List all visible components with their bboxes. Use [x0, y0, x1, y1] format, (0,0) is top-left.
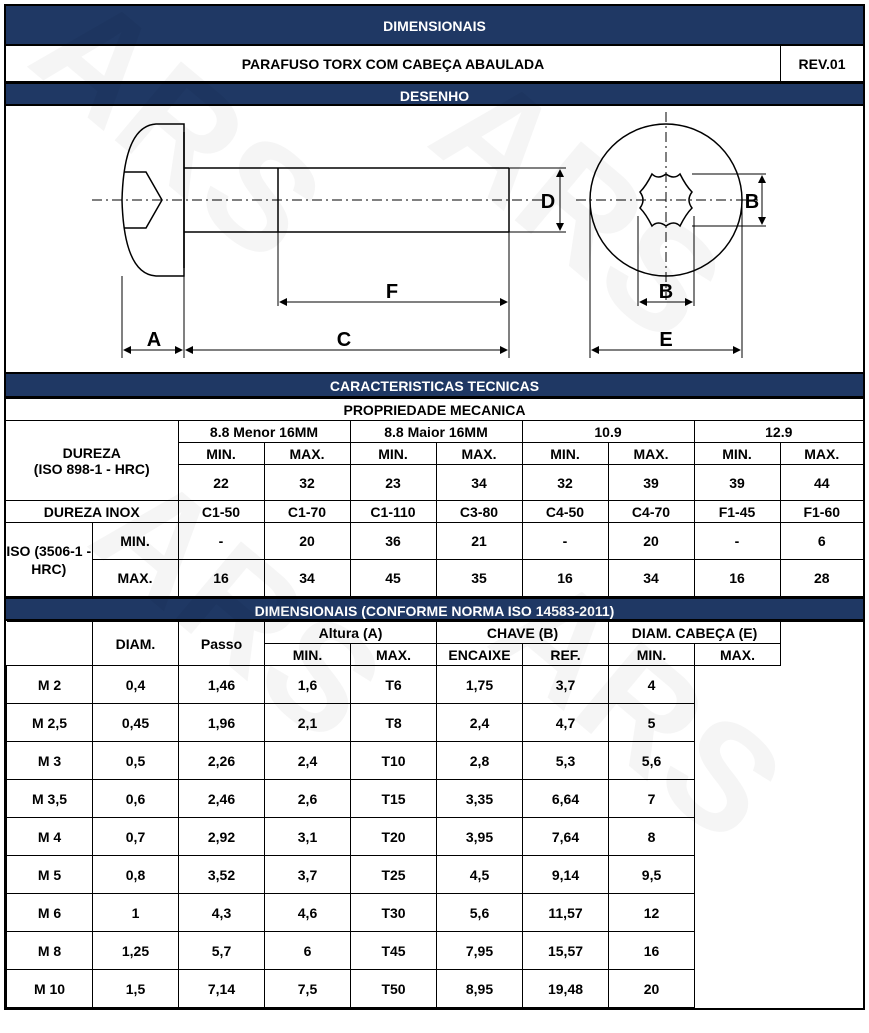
dims-cell: 1,25	[93, 932, 179, 970]
dims-cell: 2,1	[265, 704, 351, 742]
inox-max: 45	[350, 560, 436, 597]
dims-cell: 3,52	[179, 856, 265, 894]
col-altura-min: MIN.	[265, 644, 351, 666]
dims-cell: 4,7	[523, 704, 609, 742]
col-cabeca: DIAM. CABEÇA (E)	[609, 622, 781, 644]
dims-title: DIMENSIONAIS (CONFORME NORMA ISO 14583-2011)	[6, 597, 863, 621]
inox-class: C1-110	[350, 501, 436, 523]
dims-cell: M 2	[7, 666, 93, 704]
class-12-9: 12.9	[694, 421, 863, 443]
dims-cell: 7	[609, 780, 695, 818]
dim-label-b-side: B	[744, 191, 760, 213]
minmax-label: MIN.	[350, 443, 436, 465]
col-altura-max: MAX.	[351, 644, 437, 666]
col-cabeca-min: MIN.	[609, 644, 695, 666]
technical-drawing	[6, 106, 863, 374]
dims-cell: 7,5	[265, 970, 351, 1008]
dims-cell: 7,95	[437, 932, 523, 970]
inox-class: C4-50	[522, 501, 608, 523]
dims-spacer-left	[7, 622, 93, 666]
dims-cell: 8,95	[437, 970, 523, 1008]
dims-cell: M 8	[7, 932, 93, 970]
table-row	[7, 704, 864, 742]
dims-cell: 4,6	[265, 894, 351, 932]
mech-subtitle: PROPRIEDADE MECANICA	[6, 399, 863, 421]
inox-min: 6	[780, 523, 863, 560]
dimensions-table	[6, 621, 863, 1008]
col-encaixe: ENCAIXE	[437, 644, 523, 666]
inox-min: 36	[350, 523, 436, 560]
hardness-value: 34	[436, 465, 522, 501]
dims-cell: T25	[351, 856, 437, 894]
dims-cell: 2,8	[437, 742, 523, 780]
dims-cell: 1,75	[437, 666, 523, 704]
inox-class: F1-60	[780, 501, 863, 523]
dims-cell: 12	[609, 894, 695, 932]
minmax-label: MAX.	[608, 443, 694, 465]
dims-cell: M 3	[7, 742, 93, 780]
dims-cell: T50	[351, 970, 437, 1008]
hardness-value: 39	[608, 465, 694, 501]
hardness-value: 23	[350, 465, 436, 501]
minmax-label: MIN.	[694, 443, 780, 465]
inox-min: 20	[608, 523, 694, 560]
dims-cell: 3,95	[437, 818, 523, 856]
inox-class: C4-70	[608, 501, 694, 523]
dims-cell: 3,7	[265, 856, 351, 894]
inox-max: 28	[780, 560, 863, 597]
inox-max: 34	[264, 560, 350, 597]
inox-min: -	[522, 523, 608, 560]
dims-cell: 7,64	[523, 818, 609, 856]
dims-cell: 0,45	[93, 704, 179, 742]
class-8-8-large: 8.8 Maior 16MM	[350, 421, 522, 443]
dims-cell: 5,6	[609, 742, 695, 780]
inox-max-label: MAX.	[92, 560, 178, 597]
dims-cell: T45	[351, 932, 437, 970]
dims-cell: 3,35	[437, 780, 523, 818]
dims-cell: 3,7	[523, 666, 609, 704]
dims-cell: 5,7	[179, 932, 265, 970]
dims-cell: 2,26	[179, 742, 265, 780]
dim-label-d: D	[540, 191, 556, 213]
inox-class: C1-70	[264, 501, 350, 523]
dims-cell: T8	[351, 704, 437, 742]
dims-cell: 2,4	[437, 704, 523, 742]
dims-cell: 1,6	[265, 666, 351, 704]
minmax-label: MAX.	[436, 443, 522, 465]
dim-label-e: E	[659, 329, 673, 351]
dims-cell: 20	[609, 970, 695, 1008]
product-row	[6, 46, 863, 82]
dims-cell: 11,57	[523, 894, 609, 932]
table-row	[7, 666, 864, 704]
dims-cell: 7,14	[179, 970, 265, 1008]
dims-cell: T15	[351, 780, 437, 818]
dims-cell: 0,4	[93, 666, 179, 704]
table-row	[7, 894, 864, 932]
inox-max: 16	[178, 560, 264, 597]
dims-cell: 15,57	[523, 932, 609, 970]
dims-cell: 2,4	[265, 742, 351, 780]
revision: REV.01	[781, 46, 864, 82]
dims-cell: 4,5	[437, 856, 523, 894]
table-row	[7, 742, 864, 780]
dims-cell: 2,6	[265, 780, 351, 818]
dims-cell: T10	[351, 742, 437, 780]
dims-cell: 5,3	[523, 742, 609, 780]
dims-cell: 5	[609, 704, 695, 742]
minmax-label: MIN.	[178, 443, 264, 465]
dims-cell: T30	[351, 894, 437, 932]
dims-cell: 0,6	[93, 780, 179, 818]
minmax-label: MAX.	[264, 443, 350, 465]
product-name: PARAFUSO TORX COM CABEÇA ABAULADA	[6, 46, 781, 82]
dims-cell: 4,3	[179, 894, 265, 932]
dim-label-a: A	[146, 329, 162, 351]
table-row	[7, 970, 864, 1008]
dims-cell: M 10	[7, 970, 93, 1008]
dims-cell: M 6	[7, 894, 93, 932]
inox-min: -	[178, 523, 264, 560]
dims-cell: 9,5	[609, 856, 695, 894]
inox-class: C1-50	[178, 501, 264, 523]
class-8-8-small: 8.8 Menor 16MM	[178, 421, 350, 443]
table-row	[7, 932, 864, 970]
table-row	[7, 780, 864, 818]
col-cabeca-max: MAX.	[695, 644, 781, 666]
dims-cell: 9,14	[523, 856, 609, 894]
dims-cell: 1,5	[93, 970, 179, 1008]
dims-cell: T20	[351, 818, 437, 856]
dims-cell: T6	[351, 666, 437, 704]
dims-cell: 0,8	[93, 856, 179, 894]
minmax-label: MIN.	[522, 443, 608, 465]
mechanical-properties-table	[6, 398, 863, 597]
inox-max: 35	[436, 560, 522, 597]
col-passo: Passo	[179, 622, 265, 666]
inox-class: C3-80	[436, 501, 522, 523]
dims-cell: 1	[93, 894, 179, 932]
dims-cell: M 4	[7, 818, 93, 856]
col-ref: REF.	[523, 644, 609, 666]
drawing-title: DESENHO	[6, 82, 863, 106]
inox-min: 21	[436, 523, 522, 560]
dims-cell: 2,46	[179, 780, 265, 818]
col-altura: Altura (A)	[265, 622, 437, 644]
inox-min: 20	[264, 523, 350, 560]
screw-drawing	[6, 106, 863, 372]
hardness-value: 39	[694, 465, 780, 501]
dims-cell: 0,7	[93, 818, 179, 856]
inox-label: DUREZA INOX	[6, 501, 178, 523]
inox-max: 16	[522, 560, 608, 597]
class-10-9: 10.9	[522, 421, 694, 443]
spec-sheet	[4, 4, 865, 1010]
inox-max: 16	[694, 560, 780, 597]
dims-cell: 0,5	[93, 742, 179, 780]
inox-min: -	[694, 523, 780, 560]
table-row	[7, 856, 864, 894]
dim-label-c: C	[336, 329, 352, 351]
dims-cell: 3,1	[265, 818, 351, 856]
dims-cell: 6	[265, 932, 351, 970]
hardness-value: 32	[522, 465, 608, 501]
dims-cell: 6,64	[523, 780, 609, 818]
dims-cell: M 2,5	[7, 704, 93, 742]
dims-cell: 8	[609, 818, 695, 856]
dims-cell: M 5	[7, 856, 93, 894]
hardness-value: 22	[178, 465, 264, 501]
dims-cell: 1,46	[179, 666, 265, 704]
dims-cell: 1,96	[179, 704, 265, 742]
inox-class: F1-45	[694, 501, 780, 523]
col-chave: CHAVE (B)	[437, 622, 609, 644]
col-diam: DIAM.	[93, 622, 179, 666]
dim-label-b: B	[658, 281, 674, 303]
hardness-value: 44	[780, 465, 863, 501]
sheet-title: DIMENSIONAIS	[6, 6, 863, 46]
tech-title: CARACTERISTICAS TECNICAS	[6, 374, 863, 398]
dims-cell: 16	[609, 932, 695, 970]
dim-label-f: F	[385, 281, 399, 303]
dims-cell: 19,48	[523, 970, 609, 1008]
hardness-value: 32	[264, 465, 350, 501]
table-row	[7, 818, 864, 856]
dims-spacer-right	[781, 622, 863, 666]
minmax-label: MAX.	[780, 443, 863, 465]
inox-min-label: MIN.	[92, 523, 178, 560]
dims-cell: 5,6	[437, 894, 523, 932]
dims-cell: M 3,5	[7, 780, 93, 818]
dims-cell: 2,92	[179, 818, 265, 856]
inox-max: 34	[608, 560, 694, 597]
dims-cell: 4	[609, 666, 695, 704]
iso-3506-label: ISO (3506-1 - HRC)	[6, 523, 92, 597]
hardness-label: DUREZA (ISO 898-1 - HRC)	[6, 421, 178, 501]
